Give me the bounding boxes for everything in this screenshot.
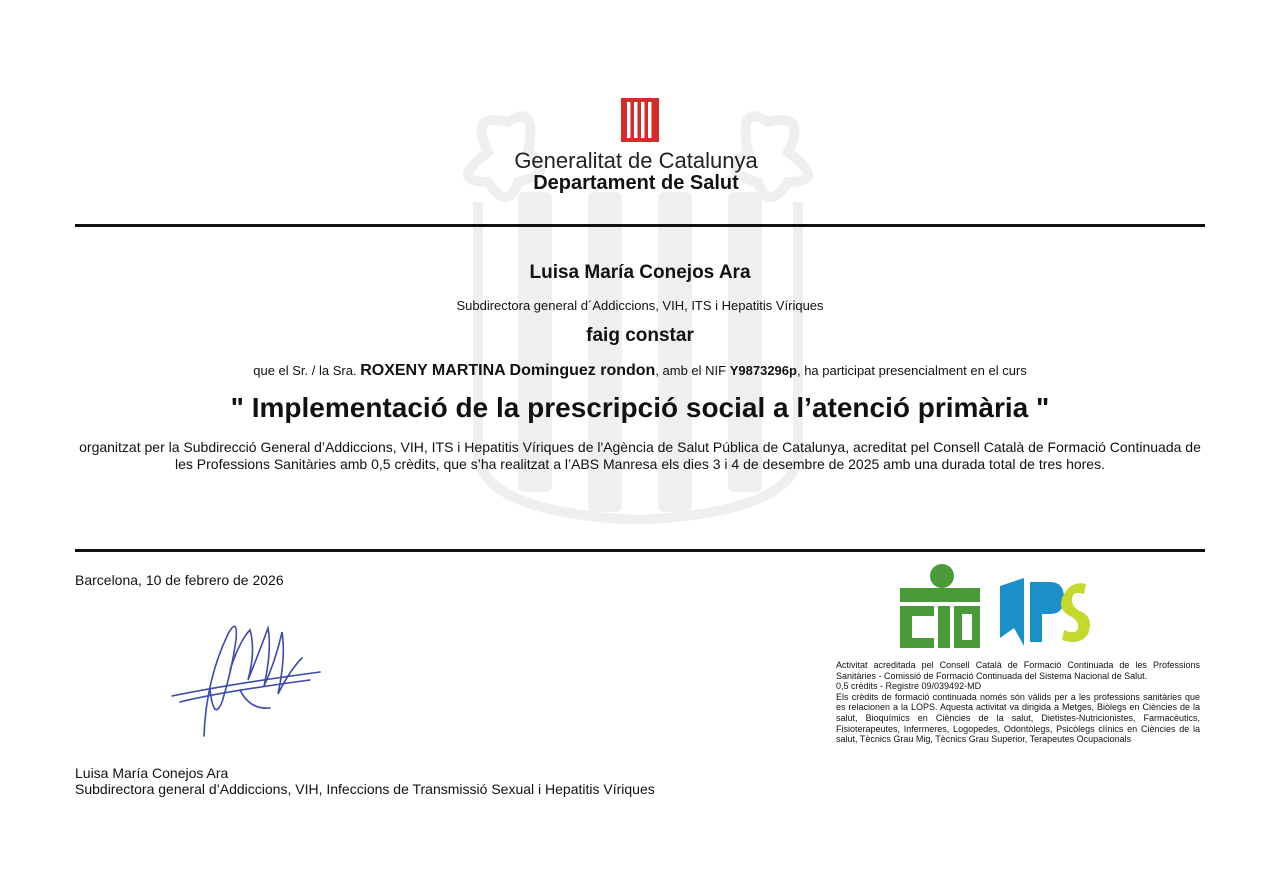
signature-image bbox=[170, 610, 330, 742]
certifier-name: Luisa María Conejos Ara bbox=[529, 262, 751, 283]
accreditation-line: Activitat acreditada pel Consell Català de Formació Continuada de les Professions Sanitàries - Comissió de Formació Continuada del Sistema Nacional de Salut. bbox=[836, 660, 1200, 681]
org-name: Generalitat de Catalunya bbox=[514, 148, 758, 173]
accreditation-note: Els crèdits de formació continuada només són vàlids per a les professions sanitàries que es relacionen a la LOPS. Aquesta activitat va dirigida a Metges, Biòlegs en Ciències de la salut, Bioquímics en Ciències de la salut, Dietistes-Nutricionistes, Farmacèutics, Fisioterapeutes, Infermeres, Logopedes, Odontòlegs, Psicòlegs clínics en Ciències de la salut, Tècnics Grau Mig, Tècnics Grau Superior, Terapeutes Ocupacionals bbox=[836, 691, 1200, 745]
participant-name: ROXENY MARTINA Dominguez rondon bbox=[360, 362, 656, 379]
signer-role: Subdirectora general d’Addiccions, VIH, Infeccions de Transmissió Sexual i Hepatitis Víriques bbox=[75, 781, 655, 797]
organization-text: organitzat per la Subdirecció General d’Addiccions, VIH, ITS i Hepatitis Víriques de l'Agència de Salut Pública de Catalunya, acreditat pel Consell Català de Formació Continuada de les Professions Sanitàries amb 0,5 crèdits, que s’ha realitzat a l’ABS Manresa els dies 3 i 4 de desembre de 2025 amb una durada total de tres hores. bbox=[79, 439, 1201, 472]
senyera-seal-icon bbox=[621, 98, 659, 142]
accreditation-credits: 0,5 crèdits - Registre 09/039492-MD bbox=[836, 681, 982, 692]
place-date: Barcelona, 10 de febrero de 2026 bbox=[75, 572, 284, 588]
statement-verb: faig constar bbox=[586, 325, 694, 346]
certifier-role: Subdirectora general d´Addiccions, VIH, ITS i Hepatitis Víriques bbox=[456, 298, 824, 313]
top-divider bbox=[75, 224, 1205, 227]
participant-line bbox=[40, 362, 1240, 380]
signer-name: Luisa María Conejos Ara bbox=[75, 765, 229, 781]
lops-logo bbox=[1000, 578, 1092, 646]
department-name: Departament de Salut bbox=[533, 172, 739, 194]
participant-nif: Y9873296p bbox=[729, 363, 797, 378]
nif-prefix: , amb el NIF bbox=[655, 363, 727, 378]
bottom-divider bbox=[75, 549, 1205, 552]
generalitat-logo bbox=[0, 98, 1280, 147]
accreditation-text bbox=[836, 660, 1200, 745]
participant-suffix: , ha participat presencialment en el curs bbox=[796, 363, 1027, 378]
participant-prefix: que el Sr. / la Sra. bbox=[253, 363, 357, 378]
ccfcps-logo bbox=[898, 562, 982, 650]
course-title: " Implementació de la prescripció social a l’atenció primària " bbox=[230, 392, 1050, 423]
